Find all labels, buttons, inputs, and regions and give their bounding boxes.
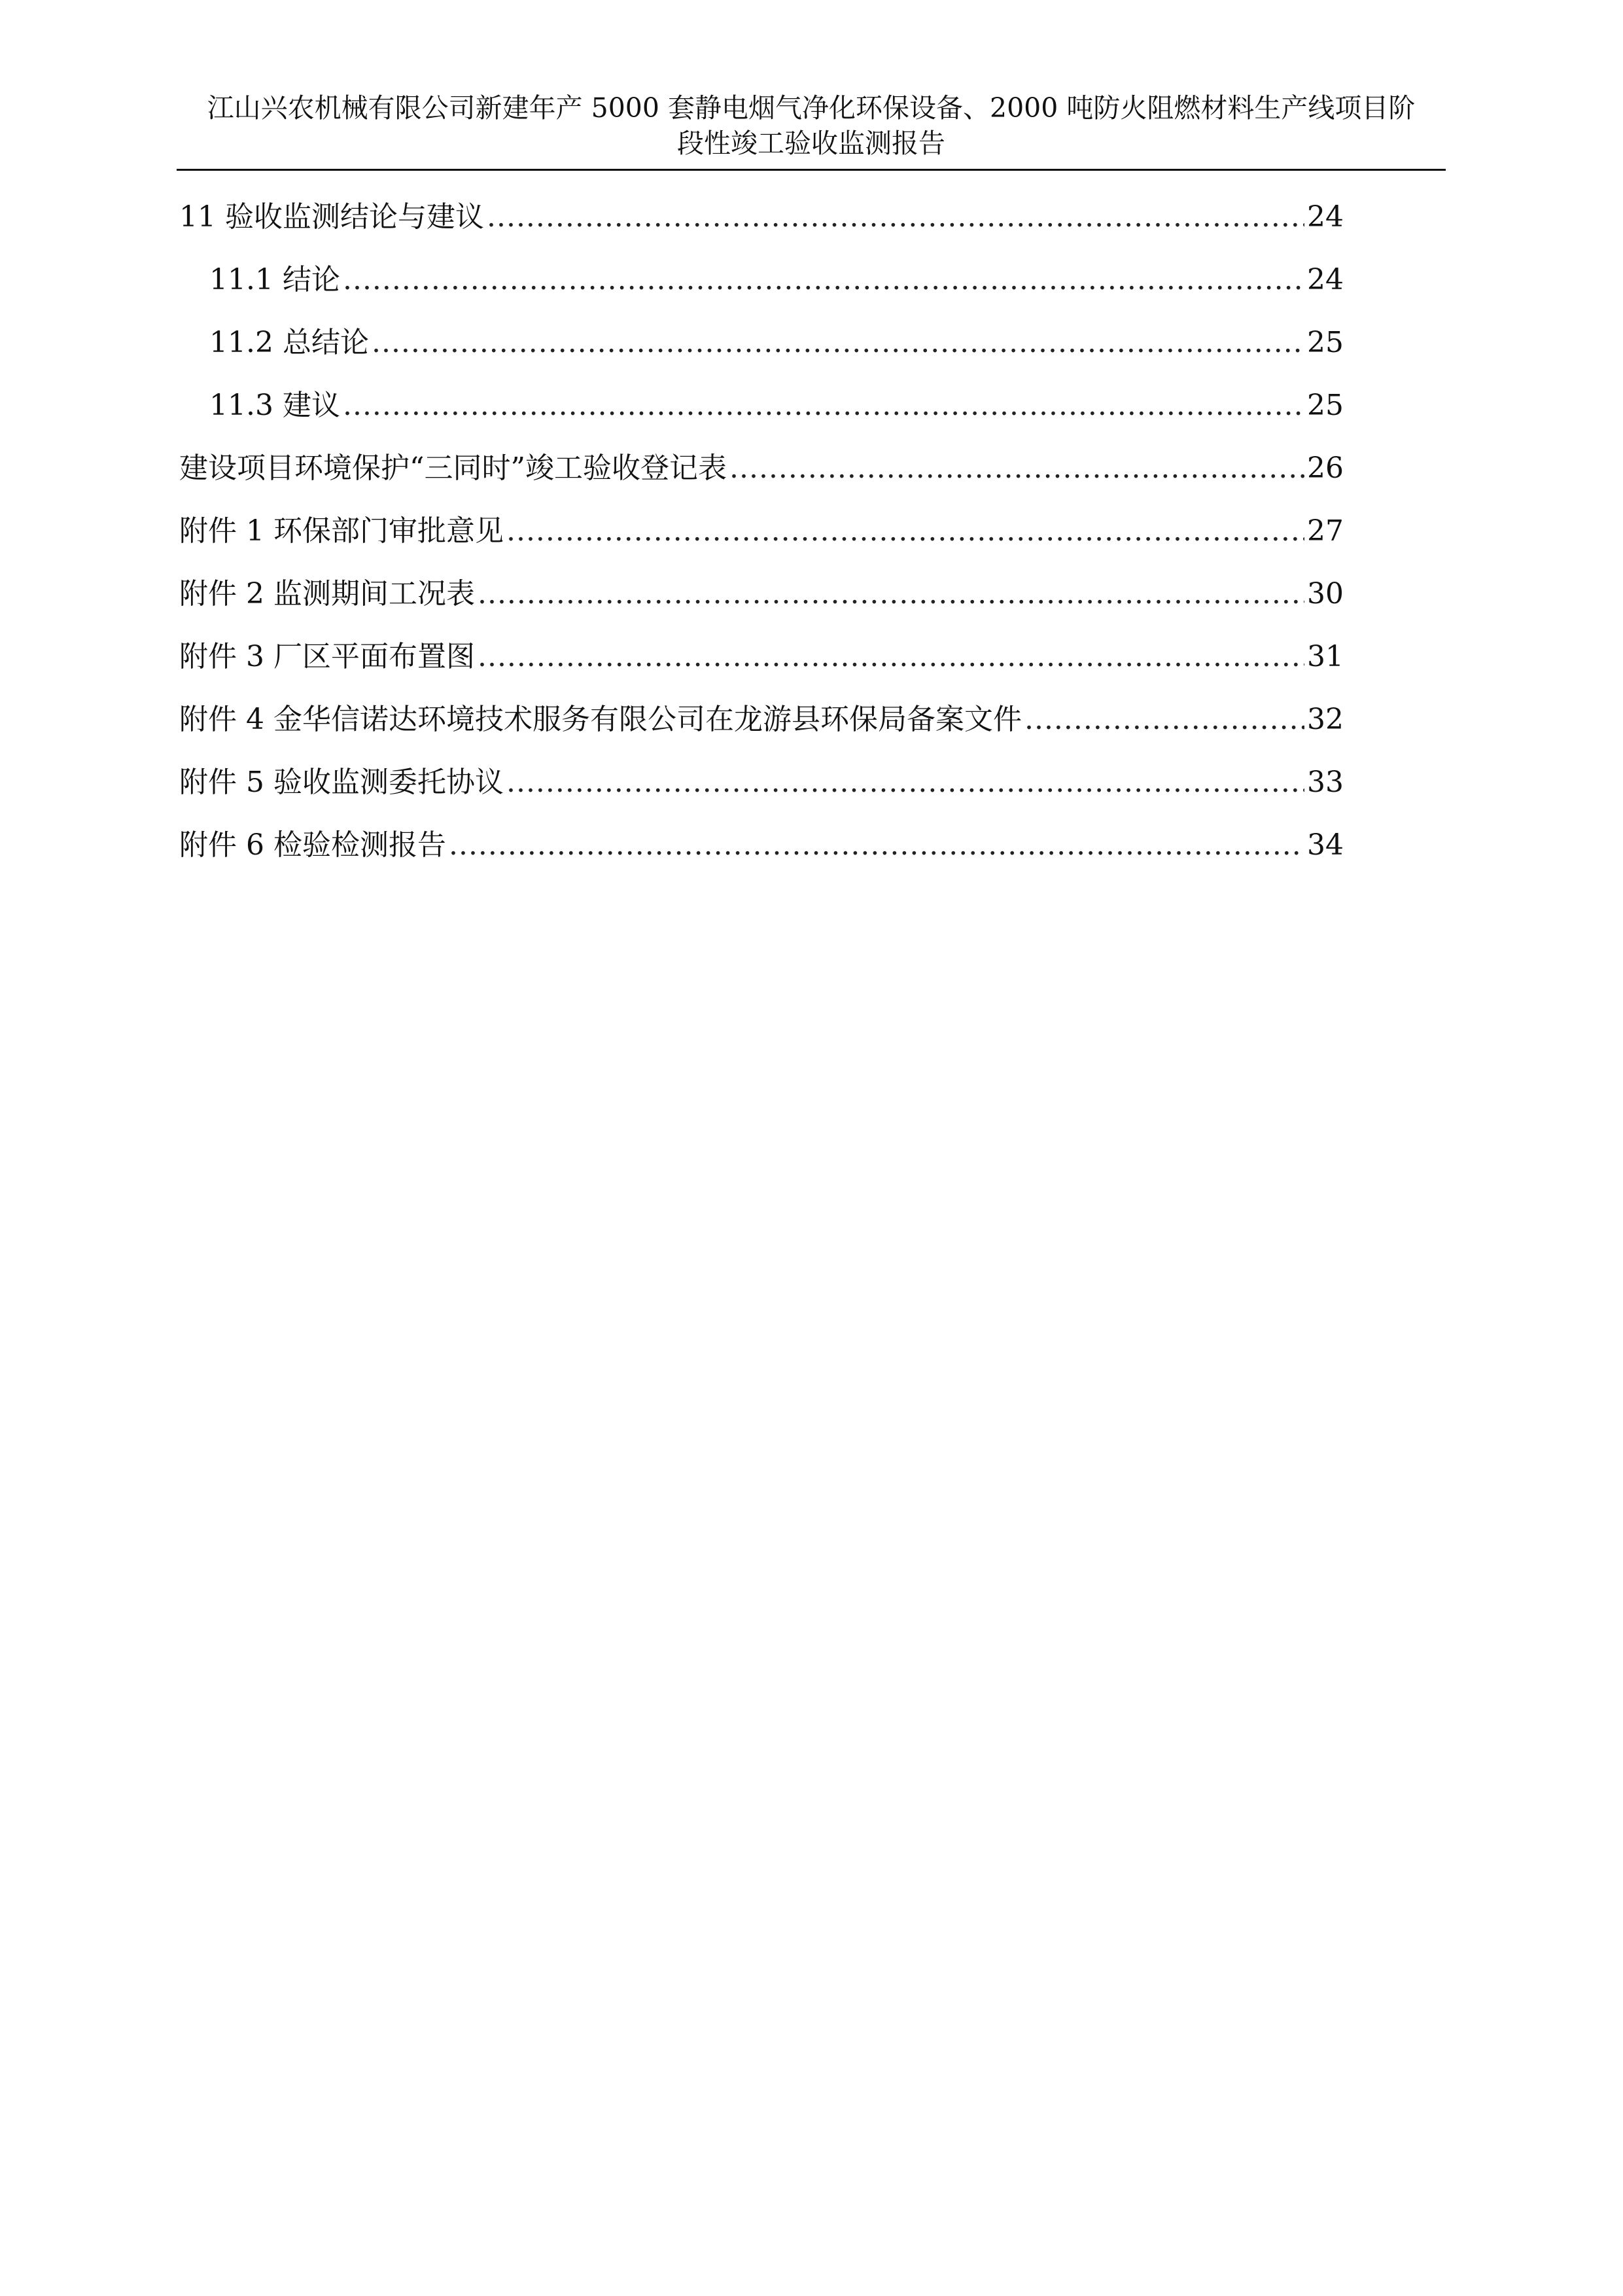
toc-entry-label: 建设项目环境保护“三同时”竣工验收登记表 <box>179 451 727 485</box>
toc-entry-label: 11.3 建议 <box>209 389 340 422</box>
toc-entry-11-2[interactable] <box>179 322 1344 385</box>
toc-entry-label: 11.1 结论 <box>209 263 340 296</box>
toc-entry-label: 附件 6 检验检测报告 <box>179 828 446 862</box>
toc-dot-leader <box>487 196 1304 238</box>
toc-dot-leader <box>478 636 1304 678</box>
toc-dot-leader <box>506 510 1304 552</box>
toc-dot-leader <box>343 385 1304 427</box>
toc-dot-leader <box>343 259 1304 301</box>
toc-entry-attachment-6[interactable] <box>179 824 1344 887</box>
toc-page-number: 27 <box>1307 514 1344 548</box>
toc-entry-label: 附件 5 验收监测委托协议 <box>179 766 504 799</box>
toc-page-number: 34 <box>1307 828 1344 862</box>
toc-entry-attachment-3[interactable] <box>179 636 1344 699</box>
toc-entry-label: 附件 4 金华信诺达环境技术服务有限公司在龙游县环保局备案文件 <box>179 703 1022 736</box>
toc-page-number: 25 <box>1307 326 1344 359</box>
toc-entry-attachment-1[interactable] <box>179 510 1344 573</box>
toc-entry-attachment-4[interactable] <box>179 699 1344 762</box>
toc-dot-leader <box>449 824 1304 866</box>
toc-page-number: 30 <box>1307 577 1344 610</box>
header-title-line-1: 江山兴农机械有限公司新建年产 5000 套静电烟气净化环保设备、2000 吨防火阻燃材料生产线项目阶 <box>207 92 1416 124</box>
table-of-contents <box>179 196 1344 887</box>
toc-page-number: 25 <box>1307 389 1344 422</box>
toc-entry-attachment-2[interactable] <box>179 573 1344 636</box>
toc-page-number: 24 <box>1307 200 1344 234</box>
toc-entry-label: 附件 3 厂区平面布置图 <box>179 640 475 673</box>
toc-entry-chapter-11[interactable] <box>179 196 1344 259</box>
toc-page-number: 33 <box>1307 766 1344 799</box>
toc-dot-leader <box>478 573 1304 615</box>
toc-entry-label: 11.2 总结论 <box>209 326 369 359</box>
toc-dot-leader <box>506 762 1304 804</box>
toc-dot-leader <box>372 322 1304 364</box>
toc-page-number: 32 <box>1307 703 1344 736</box>
header-title-line-2: 段性竣工验收监测报告 <box>677 128 945 159</box>
toc-entry-label: 11 验收监测结论与建议 <box>179 200 484 234</box>
toc-entry-label: 附件 1 环保部门审批意见 <box>179 514 504 548</box>
toc-entry-label: 附件 2 监测期间工况表 <box>179 577 475 610</box>
page-header <box>177 90 1446 161</box>
toc-entry-registration-form[interactable] <box>179 448 1344 510</box>
toc-entry-attachment-5[interactable] <box>179 762 1344 824</box>
toc-entry-11-1[interactable] <box>179 259 1344 322</box>
toc-dot-leader <box>1024 699 1304 741</box>
toc-entry-11-3[interactable] <box>179 385 1344 448</box>
toc-page-number: 26 <box>1307 451 1344 485</box>
toc-page-number: 24 <box>1307 263 1344 296</box>
toc-dot-leader <box>729 448 1304 489</box>
header-divider <box>177 169 1446 171</box>
toc-page-number: 31 <box>1307 640 1344 673</box>
